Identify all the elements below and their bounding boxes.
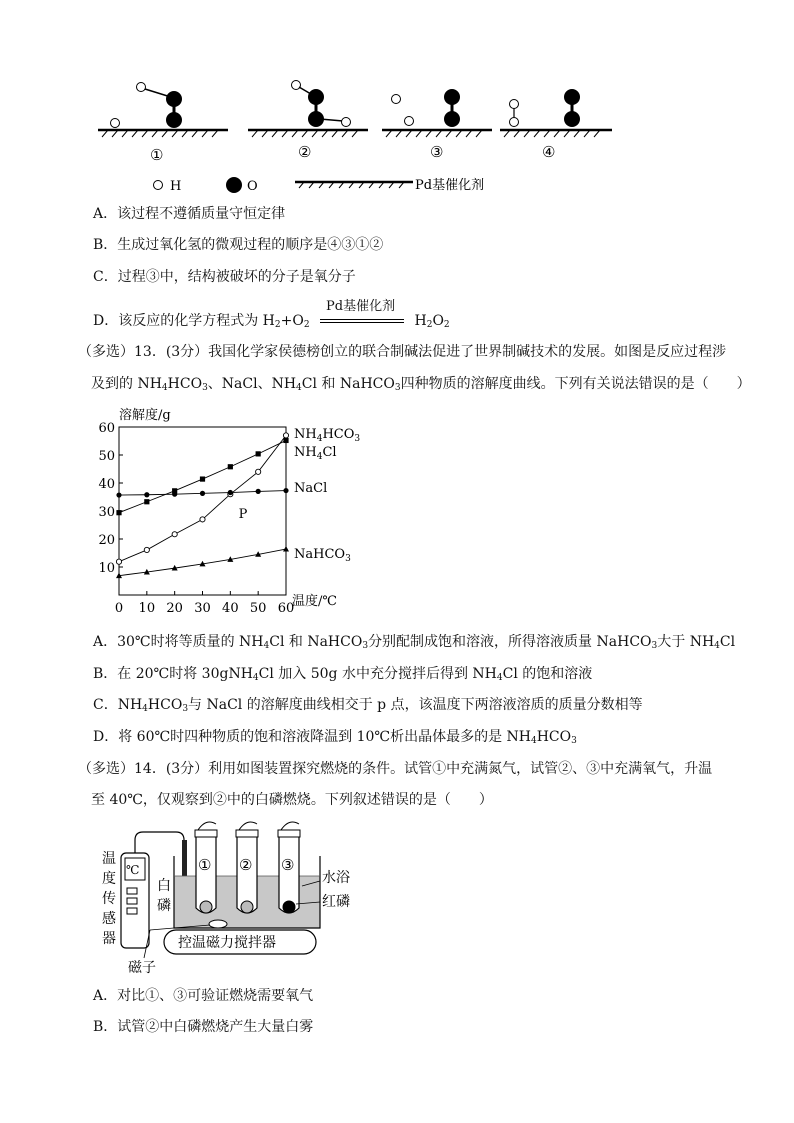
- opt-text: Cl: [719, 634, 736, 650]
- q12-option-a: A．该过程不遵循质量守恒定律: [93, 206, 286, 222]
- opt-text: HCO: [536, 729, 572, 745]
- y-tick-label: 60: [98, 421, 115, 436]
- q12-d-equals-line: [320, 322, 404, 323]
- q13-stem-line2: [91, 377, 751, 393]
- series-label-part: NH: [294, 445, 317, 460]
- sensor-char: 传: [102, 891, 116, 907]
- point-NH4HCO3: [256, 469, 261, 474]
- tube-label-2: ②: [239, 856, 253, 874]
- sub: 4: [161, 383, 168, 393]
- opt-text: HCO: [147, 697, 183, 713]
- q12-option-c: C．过程③中，结构被破坏的分子是氧分子: [93, 269, 356, 285]
- q13-option-d: [93, 730, 577, 746]
- y-tick-label: 20: [98, 533, 115, 548]
- point-NaCl: [144, 492, 149, 497]
- opt-text: Cl 的饱和溶液: [502, 666, 593, 682]
- catalyst-surface-3: [382, 130, 492, 137]
- opt-text: A．30℃时将等质量的 NH: [93, 634, 264, 650]
- white-p-label: 磷: [157, 898, 171, 914]
- series-label-part: NaCl: [294, 481, 328, 496]
- y-axis-label: 溶解度/g: [119, 408, 171, 423]
- point-NaCl: [200, 491, 205, 496]
- molecule-step-4: [510, 89, 581, 127]
- q13-stem-line1: （多选）13．(3分）我国化学家侯德榜创立的联合制碱法促进了世界制碱技术的发展。如图是反应过程涉: [78, 344, 727, 360]
- sub: 2: [443, 320, 450, 330]
- series-label-part: 4: [316, 452, 323, 462]
- sub: 4: [252, 673, 259, 683]
- stir-magnet: [209, 920, 227, 928]
- point-NH4Cl: [200, 476, 205, 481]
- q13-option-a: [93, 635, 735, 651]
- sub: 4: [263, 641, 270, 651]
- series-label-NaHCO3: [294, 547, 351, 564]
- x-tick-label: 10: [138, 601, 156, 616]
- q12-d-condition: Pd基催化剂: [326, 299, 396, 314]
- q14-stem-line2: 至 40℃，仅观察到②中的白磷燃烧。下列叙述错误的是（ ）: [91, 792, 493, 808]
- point-NH4HCO3: [116, 559, 121, 564]
- sub: 4: [530, 736, 537, 746]
- sensor-display-text: ℃: [126, 863, 140, 877]
- series-label-part: 3: [345, 554, 351, 564]
- point-NaCl: [228, 490, 233, 495]
- point-NH4HCO3: [172, 532, 177, 537]
- molecule-step-1: [111, 83, 183, 129]
- series-line-NH4HCO3: [119, 435, 286, 561]
- legend-o-label: O: [247, 179, 258, 194]
- q14-option-b: B．试管②中白磷燃烧产生大量白雾: [93, 1019, 314, 1035]
- x-tick-label: 30: [194, 601, 211, 616]
- x-tick-label: 40: [222, 601, 239, 616]
- legend-catalyst-label: Pd基催化剂: [415, 178, 485, 193]
- mechanism-legend: [154, 177, 485, 194]
- step-label-1: ①: [150, 146, 164, 164]
- magnet-label: 磁子: [128, 960, 156, 976]
- series-label-part: HCO: [322, 427, 355, 442]
- q13-text: 四种物质的溶解度曲线。下列有关说法错误的是（ ）: [400, 376, 751, 392]
- sub: 2: [426, 320, 433, 330]
- sensor-char: 感: [102, 911, 116, 927]
- q12-d-product: H: [414, 313, 427, 329]
- sub: 3: [202, 383, 208, 393]
- opt-text: C．NH: [93, 697, 143, 713]
- q14-stem-line1: （多选）14．(3分）利用如图装置探究燃烧的条件。试管①中充满氮气，试管②、③中充满氧气，升温: [78, 761, 713, 777]
- tube-label-1: ①: [198, 856, 212, 874]
- x-tick-label: 0: [114, 601, 124, 616]
- sub: 3: [571, 736, 577, 746]
- sub: 4: [142, 704, 148, 714]
- stirrer-label: 控温磁力搅拌器: [178, 935, 276, 951]
- annotation-p: P: [238, 507, 248, 522]
- q13-text: HCO: [167, 376, 203, 392]
- series-label-part: NaHCO: [294, 547, 346, 562]
- catalyst-surface-2: [248, 130, 368, 137]
- point-NH4Cl: [228, 464, 233, 469]
- solubility-chart: [90, 402, 380, 622]
- red-p-label: 红磷: [322, 894, 350, 910]
- y-tick-label: 50: [98, 449, 115, 464]
- legend-h-label: H: [170, 179, 182, 194]
- q12-option-b: B．生成过氧化氢的微观过程的顺序是④③①②: [93, 237, 384, 253]
- x-axis-label: 温度/℃: [292, 594, 337, 609]
- opt-text: Cl 和 NaHCO: [269, 634, 363, 650]
- white-p-label: 白: [157, 878, 171, 894]
- x-tick-label: 60: [277, 601, 295, 616]
- series-label-NH4Cl: [294, 445, 337, 462]
- sub: 4: [296, 383, 302, 393]
- opt-text: 分别配制成饱和溶液，所得溶液质量 NaHCO: [368, 634, 652, 650]
- sub: 3: [182, 704, 189, 714]
- x-tick-label: 20: [166, 601, 183, 616]
- sensor-char: 度: [102, 871, 116, 887]
- tube-label-3: ③: [281, 856, 295, 874]
- q12-d-equals-line: [320, 319, 404, 320]
- q14-option-a: A．对比①、③可验证燃烧需要氧气: [93, 988, 314, 1004]
- sensor-char: 温: [102, 851, 116, 867]
- q12-d-prefix: D．该反应的化学方程式为 H: [93, 313, 275, 329]
- opt-text: B．在 20℃时将 30gNH: [93, 666, 253, 682]
- molecule-step-2: [292, 81, 351, 128]
- q12-option-d: [93, 299, 450, 330]
- point-NH4HCO3: [200, 517, 205, 522]
- catalyst-surface-1: [98, 130, 228, 137]
- point-NaCl: [283, 488, 288, 493]
- point-NH4Cl: [256, 451, 261, 456]
- opt-text: 大于 NH: [657, 634, 715, 650]
- y-tick-label: 40: [98, 477, 115, 492]
- catalyst-surface-4: [500, 130, 612, 137]
- point-NH4Cl: [283, 438, 288, 443]
- molecule-step-3: [392, 89, 461, 127]
- y-tick-label: 10: [98, 561, 115, 576]
- series-label-part: 3: [354, 434, 361, 444]
- q12-d-o: O: [432, 313, 444, 329]
- sensor-cable: [135, 832, 184, 853]
- q12-d-mid: +O: [280, 313, 304, 329]
- q13-text: 、NaCl、NH: [207, 376, 297, 392]
- point-NH4Cl: [144, 499, 149, 504]
- point-NaCl: [172, 492, 177, 497]
- q12-d-arrow: [320, 299, 404, 328]
- series-label-NH4HCO3: [294, 427, 360, 444]
- mechanism-figure: [90, 75, 630, 200]
- sub: 4: [496, 673, 503, 683]
- point-NH4HCO3: [144, 547, 149, 552]
- point-NaCl: [116, 492, 121, 497]
- sub: 4: [714, 641, 720, 651]
- combustion-apparatus: [98, 818, 350, 978]
- sub: 2: [303, 320, 310, 330]
- series-label-part: Cl: [322, 445, 337, 460]
- sub: 2: [274, 320, 281, 330]
- q13-text: Cl 和 NaHCO: [301, 376, 395, 392]
- series-label-part: NH: [294, 427, 317, 442]
- point-NH4Cl: [116, 510, 121, 515]
- step-label-4: ④: [542, 143, 556, 161]
- point-NH4HCO3: [283, 433, 288, 438]
- step-label-2: ②: [298, 143, 312, 161]
- series-label-part: 4: [316, 434, 323, 444]
- x-tick-label: 50: [249, 601, 267, 616]
- point-NaHCO3: [283, 546, 289, 552]
- sub: 3: [362, 641, 369, 651]
- sub: 3: [651, 641, 658, 651]
- series-label-NaCl: [294, 481, 327, 496]
- sub: 3: [394, 383, 401, 393]
- point-NaCl: [256, 489, 261, 494]
- q13-option-b: [93, 667, 592, 683]
- sensor-char: 器: [102, 931, 116, 947]
- opt-text: 与 NaCl 的溶解度曲线相交于 p 点，该温度下两溶液溶质的质量分数相等: [188, 697, 643, 713]
- step-label-3: ③: [430, 143, 444, 161]
- q13-option-c: [93, 698, 643, 714]
- opt-text: Cl 加入 50g 水中充分搅拌后得到 NH: [258, 666, 497, 682]
- opt-text: D．将 60℃时四种物质的饱和溶液降温到 10℃析出晶体最多的是 NH: [93, 729, 531, 745]
- y-tick-label: 30: [98, 505, 115, 520]
- water-bath-label: 水浴: [322, 870, 350, 886]
- q13-text: 及到的 NH: [91, 376, 162, 392]
